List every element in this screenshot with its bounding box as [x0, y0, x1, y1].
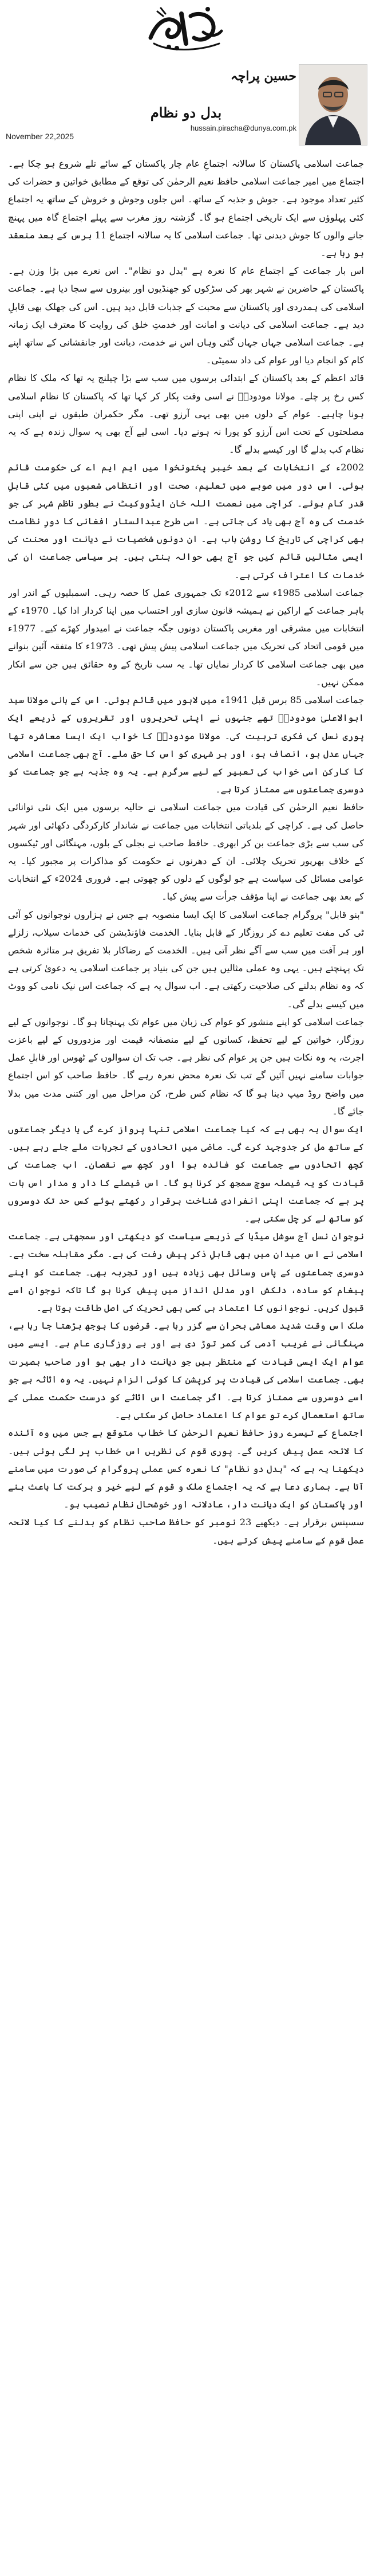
article-paragraph: "بنو قابل" پروگرام جماعت اسلامی کا ایک ایسا منصوبہ ہے جس نے ہزاروں نوجوانوں کو آئی ٹی کی مفت تعلیم دے کر روزگار کے قابل بنایا۔ الخدمت فاؤنڈیشن کی خدمات سیلاب، زلزلے اور ہر آفت میں سب سے آگے نظر آتی ہیں۔ الخدمت کے رضاکار بلا تفریق ہر متاثرہ شخص تک پہنچتے ہیں۔ یہی وہ عملی مثالیں ہیں جن کی بنیاد پر جماعت اسلامی یہ دعویٰ کرتی ہے کہ وہ نظام بدلنے کی صلاحیت رکھتی ہے۔ اب سوال یہ ہے کہ جماعت اس نیک نامی کو ووٹ میں کیسے بدلے گی۔: [8, 909, 364, 1010]
article-paragraph: ملک اس وقت شدید معاشی بحران سے گزر رہا ہے۔ قرضوں کا بوجھ بڑھتا جا رہا ہے، مہنگائی نے غریب آدمی کی کمر توڑ دی ہے اور بے روزگاری عام ہے۔ ایسے میں عوام ایک ایسی قیادت کے منتظر ہیں جو دیانت دار بھی ہو اور صاحبِ بصیرت بھی۔ جماعت اسلامی کی قیادت پر کرپشن کا کوئی الزام نہیں۔ یہ وہ اثاثہ ہے جو اسے دوسروں سے ممتاز کرتا ہے۔ اگر جماعت اس اثاثے کو درست حکمت عملی کے ساتھ استعمال کرے تو عوام کا اعتماد حاصل کر سکتی ہے۔: [8, 1320, 364, 1421]
column-title: بدل دو نظام: [150, 104, 222, 121]
article-paragraph: اجتماع کے تیسرے روز حافظ نعیم الرحمٰن کا خطاب متوقع ہے جس میں وہ آئندہ کا لائحہ عمل پیش کریں گے۔ پوری قوم کی نظریں اس خطاب پر لگی ہوئی ہیں۔ دیکھنا یہ ہے کہ "بدل دو نظام" کا نعرہ کس عملی پروگرام کی صورت میں سامنے آتا ہے۔ ہماری دعا ہے کہ یہ اجتماع ملک و قوم کے لیے خیر و برکت کا باعث بنے اور پاکستان کو ایک دیانت دار، عادلانہ اور خوشحال نظام نصیب ہو۔: [8, 1427, 364, 1510]
article-paragraph: جماعت اسلامی 1985ء سے 2012ء تک جمہوری عمل کا حصہ رہی۔ اسمبلیوں کے اندر اور باہر جماعت کے اراکین نے ہمیشہ قانون سازی اور احتساب میں اپنا کردار ادا کیا۔ 1970ء کے انتخابات میں مشرقی اور مغربی پاکستان دونوں جگہ جماعت نے امیدوار کھڑے کیے۔ 1977ء میں قومی اتحاد کی تحریک میں جماعت اسلامی پیش پیش تھی۔ 1973ء کا متفقہ آئین بنوانے میں بھی جماعت اسلامی کا کردار نمایاں تھا۔ یہ سب تاریخ کے وہ حقائق ہیں جن سے انکار ممکن نہیں۔: [8, 587, 364, 688]
author-strip: [0, 64, 372, 149]
article-paragraph: ایک سوال یہ بھی ہے کہ کیا جماعت اسلامی تنہا پرواز کرے گی یا دیگر جماعتوں کے ساتھ مل کر جدوجہد کرے گی۔ ماضی میں اتحادوں کے تجربات ملے جلے رہے ہیں۔ کچھ اتحادوں سے جماعت کو فائدہ ہوا اور کچھ سے نقصان۔ اب جماعت کی قیادت کو یہ فیصلہ سوچ سمجھ کر کرنا ہو گا۔ اس فیصلے کا دار و مدار اس بات پر ہے کہ جماعت اپنی انفرادی شناخت برقرار رکھتے ہوئے کس حد تک دوسروں کو ساتھ لے کر چل سکتی ہے۔: [8, 1123, 364, 1224]
article-paragraph: 2002ء کے انتخابات کے بعد خیبر پختونخوا میں ایم ایم اے کی حکومت قائم ہوئی۔ اس دور میں صوبے میں تعلیم، صحت اور انتظامی شعبوں میں کئی قابلِ قدر کام ہوئے۔ کراچی میں نعمت اللہ خان ایڈووکیٹ نے بطور ناظم شہر کی جو خدمت کی وہ آج بھی یاد کی جاتی ہے۔ اسی طرح عبدالستار افغانی کا دورِ نظامت بھی کراچی کی تاریخ کا روشن باب ہے۔ ان دونوں شخصیات نے دیانت اور محنت کی ایسی مثالیں قائم کیں جو آج بھی حوالہ بنتی ہیں۔ ہر سیاسی جماعت ان کی خدمات کا اعتراف کرتی ہے۔: [8, 462, 364, 580]
article-paragraph: نوجوان نسل آج سوشل میڈیا کے ذریعے سیاست کو دیکھتی اور سمجھتی ہے۔ جماعت اسلامی نے اس میدان میں بھی قابلِ ذکر پیش رفت کی ہے۔ مگر مقابلہ سخت ہے۔ دوسری جماعتوں کے پاس وسائل بھی زیادہ ہیں اور تجربہ بھی۔ جماعت کو اپنے پیغام کو سادہ، دلکش اور مدلل انداز میں پیش کرنا ہو گا تاکہ نوجوان اسے قبول کریں۔ نوجوانوں کا اعتماد ہی کسی بھی تحریک کی اصل طاقت ہوتا ہے۔: [8, 1231, 364, 1313]
newspaper-logo-icon[interactable]: [146, 3, 226, 54]
article-body: [8, 155, 364, 2567]
article-paragraph: قائد اعظم کے بعد پاکستان کے ابتدائی برسوں میں سب سے بڑا چیلنج یہ تھا کہ ملک کا نظام کس رخ پر چلے۔ مولانا مودودیؒ نے اسی وقت پکار کر کہا تھا کہ پاکستان کا نظام اسلامی ہونا چاہیے۔ عوام کے دلوں میں بھی یہی آرزو تھی۔ مگر حکمران طبقوں نے اپنی اپنی مصلحتوں کے تحت اس آرزو کو پورا نہ ہونے دیا۔ اسی لیے آج بھی یہ سوال زندہ ہے کہ یہ نظام کب بدلے گا اور کیسے بدلے گا۔: [8, 372, 364, 455]
author-photo: [299, 64, 367, 146]
article-paragraph: جماعت اسلامی 85 برس قبل 1941ء میں لاہور میں قائم ہوئی۔ اس کے بانی مولانا سید ابوالاعلیٰ مودودیؒ تھے جنہوں نے اپنی تحریروں اور تقریروں کے ذریعے ایک پوری نسل کی فکری تربیت کی۔ مولانا مودودیؒ کا خواب ایک ایسا معاشرہ تھا جہاں عدل ہو، انصاف ہو، اور ہر شہری کو اس کا حق ملے۔ آج بھی جماعت اسلامی کا کارکن اسی خواب کی تعبیر کے لیے سرگرم ہے۔ یہ وہ جذبہ ہے جو جماعت کو دوسری جماعتوں سے ممتاز کرتا ہے۔: [8, 694, 364, 795]
article-paragraph: حافظ نعیم الرحمٰن کی قیادت میں جماعت اسلامی نے حالیہ برسوں میں ایک نئی توانائی حاصل کی ہے۔ کراچی کے بلدیاتی انتخابات میں جماعت نے شاندار کارکردگی دکھائی اور شہر کی سب سے بڑی جماعت بن کر ابھری۔ حافظ صاحب نے بجلی کے بلوں، مہنگائی اور ٹیکسوں کے خلاف بھرپور تحریک چلائی۔ ان کے دھرنوں نے حکومت کو مذاکرات پر مجبور کیا۔ یہ عوامی مسائل کی سیاست ہے جو لوگوں کے دلوں کو چھوتی ہے۔ فروری 2024ء کے انتخابات کے بعد بھی جماعت نے اپنا مؤقف جرأت سے پیش کیا۔: [8, 802, 364, 902]
article-paragraph: سسپنس برقرار ہے۔ دیکھیے 23 نومبر کو حافظ صاحب نظام کو بدلنے کا کیا لائحہ عمل قوم کے سامنے پیش کرتے ہیں۔: [8, 1517, 364, 1546]
article-paragraph: اس بار جماعت کے اجتماع عام کا نعرہ ہے "بدل دو نظام"۔ اس نعرے میں بڑا وزن ہے۔ پاکستان کے حاضرین نے شہر بھر کی سڑکوں کو جھنڈیوں اور بینروں سے سجا دیا ہے۔ جماعت اسلامی کی ہمدردی اور پاکستان سے محبت کے جذبات قابل دید ہیں۔ اس کی جھلک بھی قابلِ دید ہے۔ جماعت اسلامی کی دیانت و امانت اور خدمتِ خلق کی روایت کا معترف ایک زمانہ ہے۔ جماعت اسلامی جہاں جہاں گئی وہاں اس نے خدمت، دیانت اور جانفشانی کے ساتھ اپنے کام کو انجام دیا اور عوام کی داد سمیٹی۔: [8, 265, 364, 366]
publication-date: November 22,2025: [6, 132, 74, 141]
author-email[interactable]: hussain.piracha@dunya.com.pk: [190, 124, 296, 132]
article-paragraph: جماعت اسلامی پاکستان کا سالانہ اجتماعِ عام چار پاکستان کے سائے تلے شروع ہو چکا ہے۔ اجتماع میں امیر جماعت اسلامی حافظ نعیم الرحمٰن کی توقع کے مطابق خواتین و حضرات کی کثیر تعداد موجود ہے۔ جوش و جذبہ کے ساتھ۔ اس جلوں وجوش و خروش کے ساتھ یہ اجتماع کئی پہلوؤں سے ایک تاریخی اجتماع ہو گا۔ گزشتہ روز مغرب سے پہلے اجتماع گاہ میں پہنچ جانے والوں کا جوش دیدنی تھا۔ جماعت اسلامی کا یہ سالانہ اجتماع 11 برس کے بعد منعقد ہو رہا ہے۔: [8, 158, 364, 259]
article-paragraph: جماعت اسلامی کو اپنے منشور کو عوام کی زبان میں عوام تک پہنچانا ہو گا۔ نوجوانوں کے لیے روزگار، خواتین کے لیے تحفظ، کسانوں کے لیے منصفانہ قیمت اور مزدوروں کے لیے باعزت اجرت، یہ وہ نکات ہیں جن پر عوام کی نظر ہے۔ جب تک ان سوالوں کے ٹھوس اور قابلِ عمل جوابات سامنے نہیں آئیں گے تب تک نعرہ محض نعرہ رہے گا۔ حافظ صاحب کو اس اجتماع میں واضح روڈ میپ دینا ہو گا کہ نظام کس طرح، کن مراحل میں اور کتنی مدت میں بدلا جائے گا۔: [8, 1016, 364, 1117]
author-name: حسین پراچہ: [230, 69, 296, 84]
masthead: [0, 0, 372, 63]
